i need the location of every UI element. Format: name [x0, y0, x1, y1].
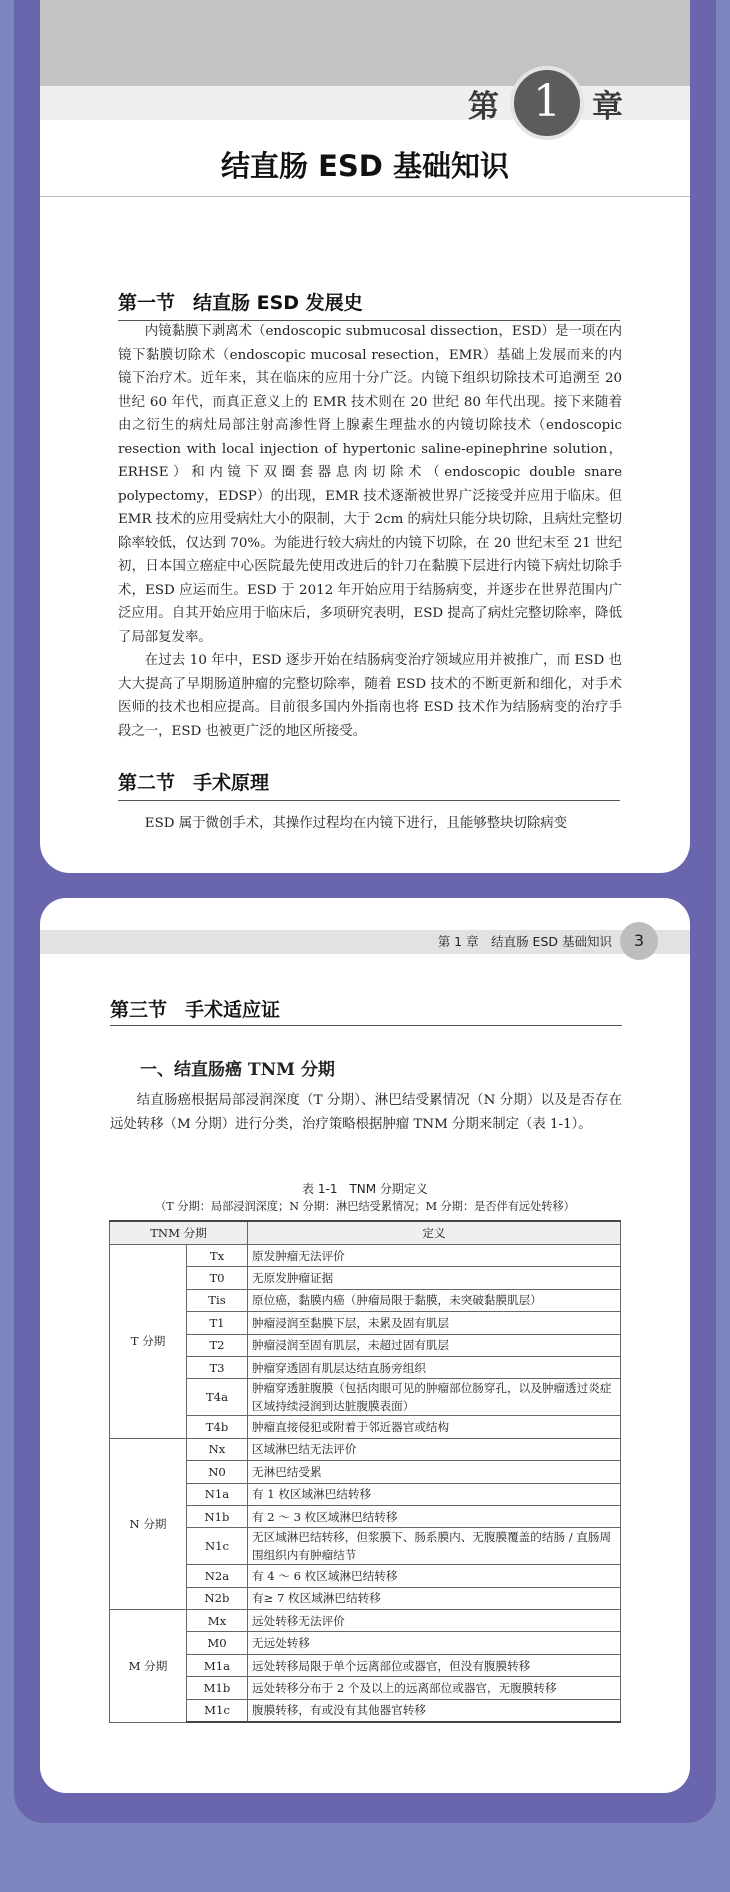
stage-definition-cell: 无远处转移	[248, 1632, 621, 1654]
stage-definition-cell: 远处转移局限于单个远离部位或器官，但没有腹膜转移	[248, 1654, 621, 1676]
table-row	[110, 1312, 621, 1334]
stage-code-cell: N2b	[187, 1587, 248, 1609]
stage-definition-cell: 原位癌，黏膜内癌（肿瘤局限于黏膜，未突破黏膜肌层）	[248, 1289, 621, 1311]
stage-definition-cell: 有 1 枚区域淋巴结转移	[248, 1483, 621, 1505]
table-row	[110, 1565, 621, 1587]
table-row	[110, 1267, 621, 1289]
stage-definition-cell: 肿瘤直接侵犯或附着于邻近器官或结构	[248, 1416, 621, 1438]
paragraph: ESD 属于微创手术，其操作过程均在内镜下进行，且能够整块切除病变	[144, 816, 568, 831]
table-row	[110, 1654, 621, 1676]
table-row	[110, 1528, 621, 1565]
stage-definition-cell: 腹膜转移，有或没有其他器官转移	[248, 1699, 621, 1722]
table-header-cell: TNM 分期	[110, 1221, 248, 1245]
stage-code-cell: Tis	[187, 1289, 248, 1311]
table-row	[110, 1505, 621, 1527]
stage-code-cell: N1c	[187, 1528, 248, 1565]
section-heading-2	[118, 768, 620, 801]
table-header-cell: 定义	[248, 1221, 621, 1245]
table-row	[110, 1379, 621, 1416]
section-number: 第一节	[118, 292, 176, 314]
stage-code-cell: N1b	[187, 1505, 248, 1527]
stage-code-cell: N1a	[187, 1483, 248, 1505]
table-body	[110, 1245, 621, 1723]
stage-definition-cell: 肿瘤浸润至固有肌层，未超过固有肌层	[248, 1334, 621, 1356]
table-row	[110, 1416, 621, 1438]
section-title: 手术适应证	[185, 999, 281, 1021]
table-row	[110, 1334, 621, 1356]
paragraph: 结直肠癌根据局部浸润深度（T 分期）、淋巴结受累情况（N 分期）以及是否存在远处转移（M 分期）进行分类，治疗策略根据肿瘤 TNM 分期来制定（表 1-1）。	[110, 1093, 622, 1132]
stage-code-cell: T4a	[187, 1379, 248, 1416]
chapter-title: 结直肠 ESD 基础知识	[221, 149, 509, 183]
table-row	[110, 1483, 621, 1505]
table-note: （T 分期：局部浸润深度；N 分期：淋巴结受累情况；M 分期：是否伴有远处转移）	[155, 1200, 575, 1213]
stage-definition-cell: 有≥ 7 枚区域淋巴结转移	[248, 1587, 621, 1609]
stage-definition-cell: 远处转移分布于 2 个及以上的远离部位或器官，无腹膜转移	[248, 1677, 621, 1699]
stage-definition-cell: 原发肿瘤无法评价	[248, 1245, 621, 1267]
table-row	[110, 1356, 621, 1378]
page-number-badge: 3	[620, 922, 658, 960]
stage-definition-cell: 有 2 ～ 3 枚区域淋巴结转移	[248, 1505, 621, 1527]
table-row	[110, 1438, 621, 1460]
table-row	[110, 1289, 621, 1311]
stage-definition-cell: 肿瘤穿透脏腹膜（包括肉眼可见的肿瘤部位肠穿孔，以及肿瘤透过炎症区域持续浸润到达脏腹膜表面）	[248, 1379, 621, 1416]
section-title: 手术原理	[193, 772, 270, 794]
stage-definition-cell: 无原发肿瘤证据	[248, 1267, 621, 1289]
running-header: 第 1 章 结直肠 ESD 基础知识	[437, 934, 612, 949]
paragraph: 内镜黏膜下剥离术（endoscopic submucosal dissection，ESD）是一项在内镜下黏膜切除术（endoscopic mucosal resection，EMR）基础上发展而来的内镜下治疗术。近年来，其在临床的应用十分广泛。内镜下组织切除技术可追溯至 20 世纪 60 年代，而真正意义上的 EMR 技术则在 20 世纪 80 年代出现。接下来随着由之衍生的病灶局部注射高渗性肾上腺素生理盐水的内镜切除技术（endoscopic resection with local injection of hypertonic saline-epinephrine solution，ERHSE）和内镜下双圈套器息肉切除术（endoscopic double snare polypectomy，EDSP）的出现，EMR 技术逐渐被世界广泛接受并应用于临床。但 EMR 技术的应用受病灶大小的限制，大于 2cm 的病灶只能分块切除，且病灶完整切除率较低，仅达到 70%。为能进行较大病灶的内镜下切除，在 20 世纪末至 21 世纪初，日本国立癌症中心医院最先使用改进后的针刀在黏膜下层进行内镜下病灶切除手术，ESD 应运而生。ESD 于 2012 年开始应用于结肠病变，并逐步在世界范围内广泛应用。自其开始应用于临床后，多项研究表明，ESD 提高了病灶完整切除率，降低了局部复发率。	[118, 324, 622, 645]
chapter-number-badge: 1	[510, 66, 584, 140]
table-row	[110, 1632, 621, 1654]
stage-code-cell: M0	[187, 1632, 248, 1654]
section-number: 第三节	[110, 999, 168, 1021]
section-title: 结直肠 ESD 发展史	[193, 292, 363, 314]
stage-code-cell: M1b	[187, 1677, 248, 1699]
section-underline	[110, 1025, 622, 1026]
stage-definition-cell: 远处转移无法评价	[248, 1610, 621, 1632]
section-heading-3	[110, 995, 622, 1027]
stage-definition-cell: 无区域淋巴结转移，但浆膜下、肠系膜内、无腹膜覆盖的结肠 / 直肠周围组织内有肿瘤结节	[248, 1528, 621, 1565]
stage-definition-cell: 肿瘤浸润至黏膜下层，未累及固有肌层	[248, 1312, 621, 1334]
stage-code-cell: T1	[187, 1312, 248, 1334]
stage-code-cell: N2a	[187, 1565, 248, 1587]
stage-definition-cell: 肿瘤穿透固有肌层达结直肠旁组织	[248, 1356, 621, 1378]
table-caption: 表 1-1 TNM 分期定义	[302, 1182, 428, 1196]
stage-code-cell: N0	[187, 1461, 248, 1483]
stage-code-cell: T4b	[187, 1416, 248, 1438]
stage-code-cell: T3	[187, 1356, 248, 1378]
stage-group-cell: M 分期	[110, 1610, 187, 1722]
table-row	[110, 1610, 621, 1632]
stage-code-cell: T0	[187, 1267, 248, 1289]
stage-code-cell: M1a	[187, 1654, 248, 1676]
table-row	[110, 1461, 621, 1483]
table-row	[110, 1677, 621, 1699]
table-row	[110, 1699, 621, 1722]
stage-group-cell: N 分期	[110, 1438, 187, 1609]
chapter-divider	[40, 196, 690, 197]
paragraph: 在过去 10 年中，ESD 逐步开始在结肠病变治疗领域应用并被推广，而 ESD 也大大提高了早期肠道肿瘤的完整切除率，随着 ESD 技术的不断更新和细化，对手术医师的技术也相应提高。目前很多国内外指南也将 ESD 技术作为结肠病变的治疗手段之一，ESD 也被更广泛的地区所接受。	[118, 653, 622, 739]
chapter-suffix: 章	[592, 89, 623, 125]
stage-definition-cell: 区域淋巴结无法评价	[248, 1438, 621, 1460]
page-1	[40, 0, 690, 873]
tnm-table	[109, 1220, 621, 1723]
stage-code-cell: M1c	[187, 1699, 248, 1722]
stage-code-cell: Mx	[187, 1610, 248, 1632]
chapter-prefix: 第	[468, 89, 499, 125]
stage-code-cell: Tx	[187, 1245, 248, 1267]
stage-code-cell: T2	[187, 1334, 248, 1356]
chapter-header-grey	[40, 0, 690, 86]
subsection-title: 一、结直肠癌 TNM 分期	[140, 1060, 335, 1080]
stage-definition-cell: 有 4 ～ 6 枚区域淋巴结转移	[248, 1565, 621, 1587]
table-row	[110, 1587, 621, 1609]
stage-group-cell: T 分期	[110, 1245, 187, 1439]
stage-definition-cell: 无淋巴结受累	[248, 1461, 621, 1483]
section-number: 第二节	[118, 772, 176, 794]
table-row	[110, 1245, 621, 1267]
stage-code-cell: Nx	[187, 1438, 248, 1460]
section-heading-1	[118, 288, 620, 321]
